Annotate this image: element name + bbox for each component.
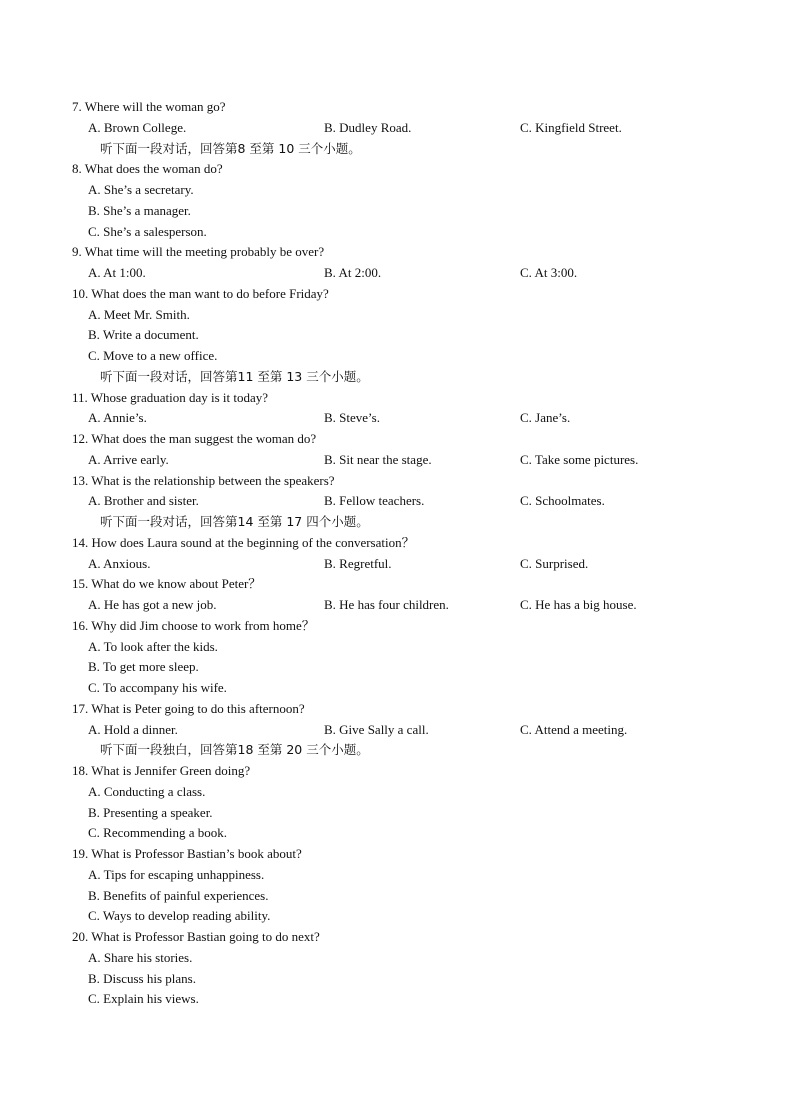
section-instruction: 听下面一段对话，回答第8 至第 10 三个小题。 (100, 140, 361, 156)
answer-option: A. Meet Mr. Smith. (88, 306, 190, 322)
answer-option: C. Surprised. (520, 555, 589, 571)
question-text: 8. What does the woman do? (72, 161, 223, 177)
answer-option: C. At 3:00. (520, 265, 578, 280)
question-text: 16. Why did Jim choose to work from home？ (72, 617, 315, 633)
answer-option: B. Sit near the stage. (324, 451, 432, 467)
answer-option: A. He has got a new job. (88, 597, 217, 612)
answer-option: C. Jane’s. (520, 410, 571, 426)
section-instruction: 听下面一段对话，回答第14 至第 17 四个小题。 (100, 514, 369, 529)
section-instruction: 听下面一段对话，回答第11 至第 13 三个小题。 (100, 368, 369, 384)
question-text: 10. What does the man want to do before Friday? (72, 285, 329, 301)
answer-option: A. Brown College. (88, 119, 187, 135)
answer-option: B. To get more sleep. (88, 659, 199, 675)
answer-option: A. At 1:00. (88, 265, 146, 280)
answer-option: B. Dudley Road. (324, 119, 412, 135)
answer-option: B. Steve’s. (324, 410, 380, 426)
answer-option: B. She’s a manager. (88, 202, 191, 218)
answer-option: B. Regretful. (324, 555, 392, 571)
answer-option: C. Attend a meeting. (520, 721, 628, 737)
answer-option: C. Recommending a book. (88, 825, 228, 841)
answer-option: B. Fellow teachers. (324, 493, 425, 509)
question-text: 17. What is Peter going to do this afternoon? (72, 700, 305, 716)
question-text: 11. Whose graduation day is it today? (72, 389, 269, 405)
question-text: 18. What is Jennifer Green doing? (72, 763, 251, 778)
answer-option: C. She’s a salesperson. (88, 223, 207, 239)
answer-option: A. To look after the kids. (88, 638, 218, 654)
question-text: 14. How does Laura sound at the beginning of the conversation？ (72, 534, 415, 550)
answer-option: A. She’s a secretary. (88, 182, 194, 197)
answer-option: C. Explain his views. (88, 991, 199, 1007)
answer-option: A. Share his stories. (88, 949, 193, 965)
answer-option: B. Give Sally a call. (324, 721, 429, 737)
answer-option: B. Write a document. (88, 327, 199, 343)
answer-option: C. Kingfield Street. (520, 119, 622, 135)
answer-option: B. He has four children. (324, 597, 449, 612)
answer-option: C. Ways to develop reading ability. (88, 908, 271, 924)
section-instruction: 听下面一段独白，回答第18 至第 20 三个小题。 (100, 742, 369, 758)
question-text: 15. What do we know about Peter？ (72, 576, 262, 592)
question-text: 7. Where will the woman go? (72, 99, 226, 114)
answer-option: C. Schoolmates. (520, 493, 605, 509)
answer-option: B. Presenting a speaker. (88, 804, 213, 820)
answer-option: B. Benefits of painful experiences. (88, 887, 269, 903)
question-text: 19. What is Professor Bastian’s book about? (72, 846, 302, 861)
answer-option: A. Anxious. (88, 555, 151, 571)
question-text: 13. What is the relationship between the speakers? (72, 472, 335, 488)
question-text: 20. What is Professor Bastian going to do next? (72, 929, 320, 944)
answer-option: B. At 2:00. (324, 265, 382, 280)
answer-option: A. Arrive early. (88, 451, 169, 467)
answer-option: C. To accompany his wife. (88, 680, 227, 695)
answer-option: A. Conducting a class. (88, 783, 206, 799)
answer-option: A. Brother and sister. (88, 493, 199, 509)
answer-option: A. Annie’s. (88, 410, 147, 426)
answer-option: C. He has a big house. (520, 597, 637, 612)
question-text: 12. What does the man suggest the woman do? (72, 431, 317, 446)
answer-option: A. Hold a dinner. (88, 721, 178, 737)
question-text: 9. What time will the meeting probably be over? (72, 244, 325, 260)
answer-option: A. Tips for escaping unhappiness. (88, 866, 265, 882)
answer-option: C. Take some pictures. (520, 451, 639, 467)
answer-option: B. Discuss his plans. (88, 970, 196, 986)
answer-option: C. Move to a new office. (88, 348, 218, 363)
